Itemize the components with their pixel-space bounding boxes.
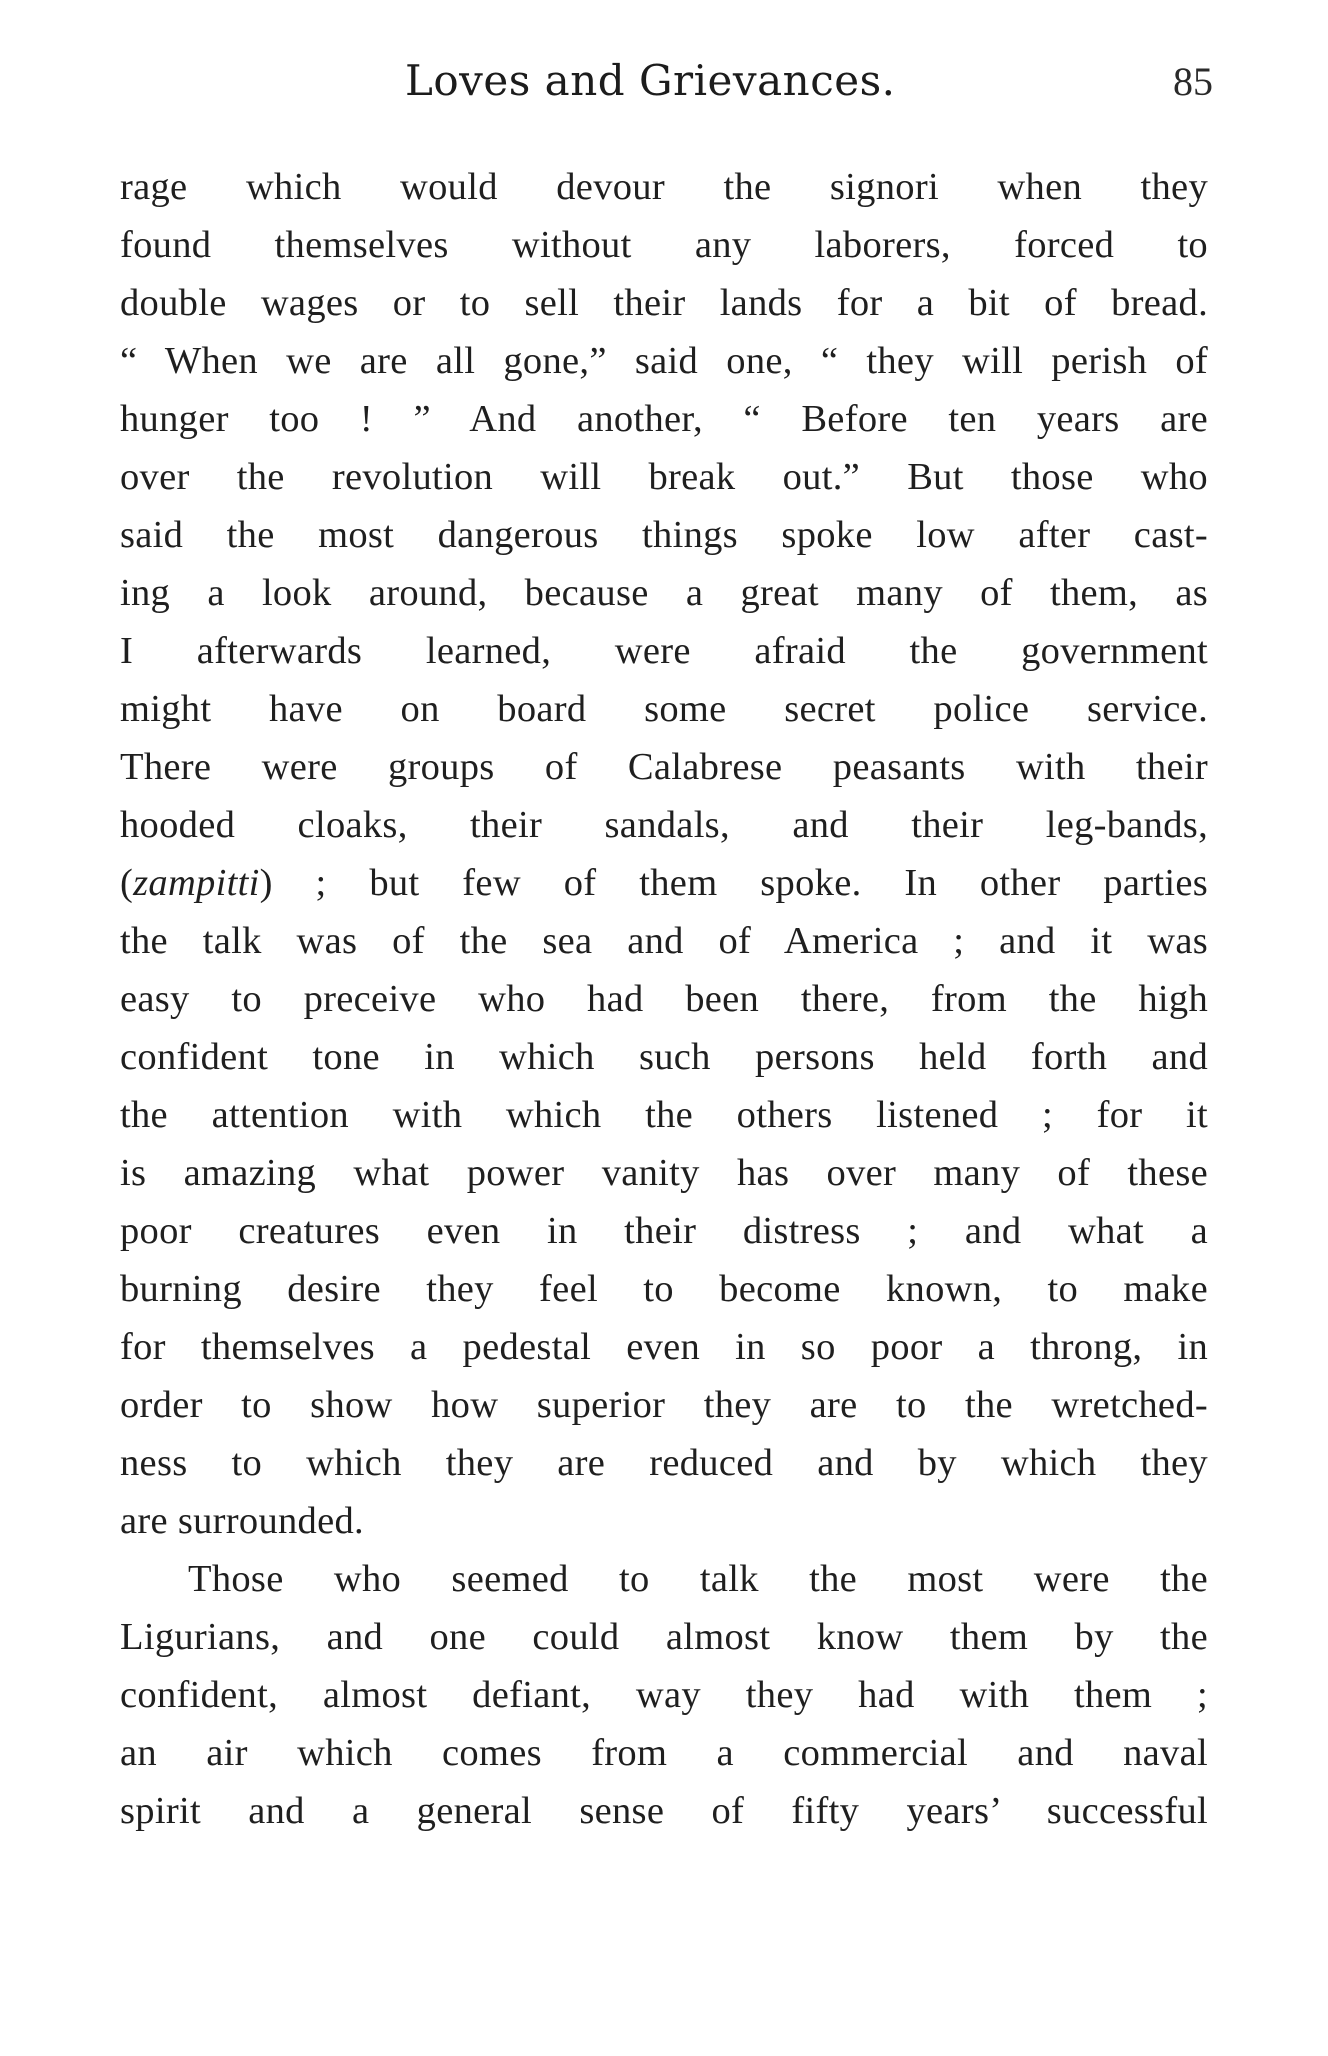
text-line: There were groups of Calabrese peasants with their	[120, 746, 1208, 788]
paragraph-2	[120, 1550, 1208, 1840]
text-line: might have on board some secret police service.	[120, 688, 1208, 730]
text-line: (zampitti) ; but few of them spoke. In other parties	[120, 862, 1208, 904]
running-title: Loves and Grievances.	[405, 56, 896, 105]
text-line: for themselves a pedestal even in so poor a throng, in	[120, 1326, 1208, 1368]
text-line: Those who seemed to talk the most were the	[188, 1558, 1208, 1600]
text-line: I afterwards learned, were afraid the government	[120, 630, 1208, 672]
text-line: the attention with which the others listened ; for it	[120, 1094, 1208, 1136]
text-line: ing a look around, because a great many of them, as	[120, 572, 1208, 614]
text-line: Ligurians, and one could almost know them by the	[120, 1616, 1208, 1658]
text-line: burning desire they feel to become known, to make	[120, 1268, 1208, 1310]
text-line: rage which would devour the signori when they	[120, 166, 1208, 208]
paragraph-1	[120, 158, 1208, 1550]
body-text	[120, 158, 1208, 1840]
text-line: is amazing what power vanity has over many of these	[120, 1152, 1208, 1194]
text-line: “ When we are all gone,” said one, “ they will perish of	[120, 340, 1208, 382]
text-line: are surrounded.	[120, 1500, 364, 1542]
text-line: ness to which they are reduced and by which they	[120, 1442, 1208, 1484]
text-line: spirit and a general sense of fifty years’ successful	[120, 1790, 1208, 1832]
text-line: confident tone in which such persons held forth and	[120, 1036, 1208, 1078]
text-line: order to show how superior they are to the wretched-	[120, 1384, 1208, 1426]
text-line: over the revolution will break out.” But those who	[120, 456, 1208, 498]
text-line: confident, almost defiant, way they had with them ;	[120, 1674, 1208, 1716]
text-line: the talk was of the sea and of America ; and it was	[120, 920, 1208, 962]
text-line: an air which comes from a commercial and naval	[120, 1732, 1208, 1774]
text-line: hooded cloaks, their sandals, and their leg-bands,	[120, 804, 1208, 846]
page-number: 85	[1173, 59, 1213, 104]
text-line: easy to preceive who had been there, from the high	[120, 978, 1208, 1020]
running-head	[0, 48, 1328, 108]
text-line: hunger too ! ” And another, “ Before ten years are	[120, 398, 1208, 440]
text-line: found themselves without any laborers, forced to	[120, 224, 1208, 266]
text-line: said the most dangerous things spoke low after cast-	[120, 514, 1208, 556]
text-line: poor creatures even in their distress ; and what a	[120, 1210, 1208, 1252]
text-line: double wages or to sell their lands for a bit of bread.	[120, 282, 1208, 324]
